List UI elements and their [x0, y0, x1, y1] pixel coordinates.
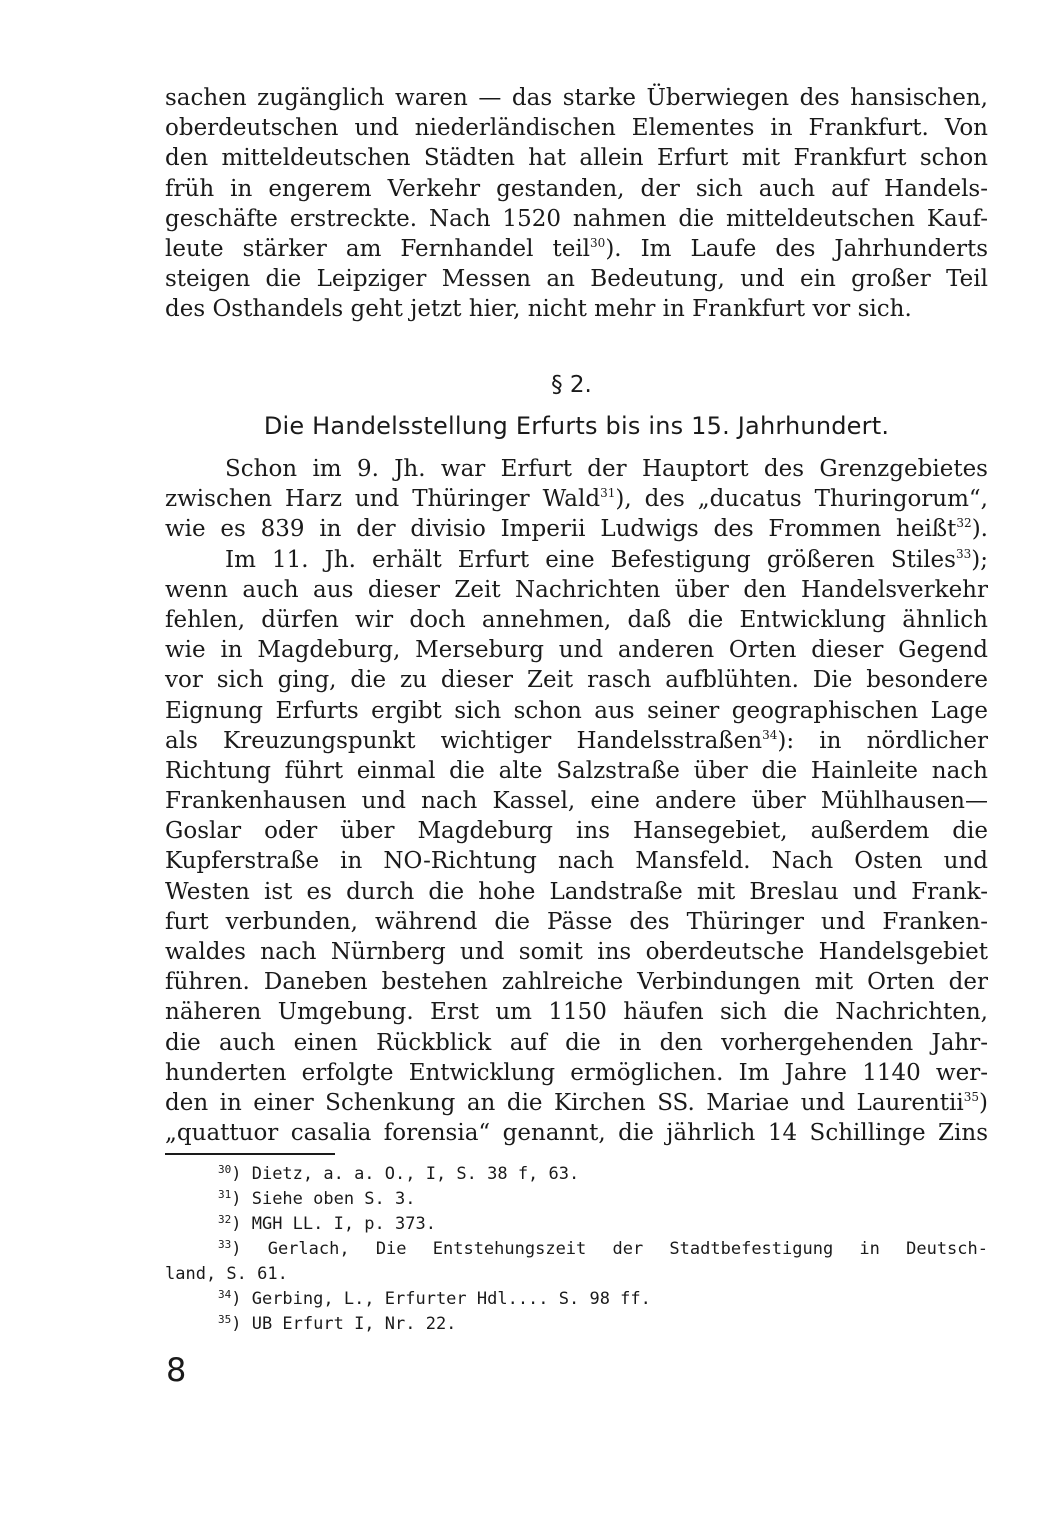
text-segment: ): [979, 1089, 988, 1116]
text-segment: ), des „ducatus Thuringorum“,: [615, 486, 988, 513]
text-line: steigen die Leipziger Messen an Bedeutung, und ein großer Teil: [165, 266, 988, 293]
text-line: den mitteldeutschen Städten hat allein Erfurt mit Frankfurt schon: [165, 145, 988, 172]
footnote-number: 30: [218, 1163, 232, 1176]
text-line: wenn auch aus dieser Zeit Nachrichten über den Handelsverkehr: [165, 576, 988, 603]
footnote-ref: 32: [956, 516, 972, 531]
footnote-ref: 35: [963, 1089, 980, 1104]
text-line: „quattuor casalia forensia“ genannt, die jährlich 14 Schillinge Zins: [165, 1120, 988, 1147]
footnote: [218, 1187, 988, 1212]
footnote-number: 35: [218, 1313, 232, 1326]
text-segment: ).: [971, 516, 988, 543]
text-line: Frankenhausen und nach Kassel, eine andere über Mühlhausen—: [165, 788, 988, 815]
text-line: Goslar oder über Magdeburg ins Hansegebiet, außerdem die: [165, 818, 988, 845]
text-line: sachen zugänglich waren — das starke Überwiegen des hansischen,: [165, 85, 988, 111]
text-line: des Osthandels geht jetzt hier, nicht mehr in Frankfurt vor sich.: [165, 296, 912, 323]
footnote: [218, 1237, 988, 1262]
footnotes: [165, 1162, 988, 1337]
text-line: [165, 726, 988, 756]
text-line: früh in engerem Verkehr gestanden, der sich auch auf Handels-: [165, 175, 988, 202]
text-line: [165, 234, 988, 264]
text-line: fehlen, dürfen wir doch annehmen, daß die Entwicklung ähnlich: [165, 606, 988, 633]
text-line: Richtung führt einmal die alte Salzstraße über die Hainleite nach: [165, 757, 988, 784]
text-line: waldes nach Nürnberg und somit ins oberdeutsche Handelsgebiet: [165, 939, 988, 965]
text-segment: ): in nördlicher: [777, 727, 988, 754]
section-number: § 2.: [551, 372, 592, 398]
text-line: vor sich ging, die zu dieser Zeit rasch aufblühten. Die besondere: [165, 667, 988, 694]
section-heading: Die Handelsstellung Erfurts bis ins 15. Jahrhundert.: [263, 412, 890, 440]
footnote-ref: 30: [590, 235, 606, 250]
text-line: Eignung Erfurts ergibt sich schon aus seiner geographischen Lage: [165, 697, 988, 724]
text-line: oberdeutschen und niederländischen Elementes in Frankfurt. Von: [165, 115, 988, 142]
footnote: [218, 1162, 988, 1187]
text-line: Kupferstraße in NO-Richtung nach Mansfeld. Nach Osten und: [165, 848, 988, 875]
footnote-text: ) Siehe oben S. 3.: [231, 1189, 416, 1209]
footnote: [218, 1287, 988, 1312]
text-line: führen. Daneben bestehen zahlreiche Verbindungen mit Orten der: [165, 969, 988, 996]
text-line: furt verbunden, während die Pässe des Thüringer und Franken-: [165, 908, 988, 935]
text-segment: leute stärker am Fernhandel teil: [165, 235, 591, 262]
text-line: Schon im 9. Jh. war Erfurt der Hauptort des Grenzgebietes: [225, 456, 988, 482]
text-segment: als Kreuzungspunkt wichtiger Handelsstraßen: [165, 727, 763, 754]
text-line: [165, 514, 988, 544]
footnote-text: ) Gerlach, Die Entstehungszeit der Stadtbefestigung in Deutsch-: [231, 1239, 988, 1259]
text-segment: zwischen Harz und Thüringer Wald: [165, 486, 601, 513]
text-line: die auch einen Rückblick auf die in den vorhergehenden Jahr-: [165, 1029, 988, 1056]
footnote: [218, 1212, 988, 1237]
footnote-text: ) Gerbing, L., Erfurter Hdl.... S. 98 ff.: [231, 1289, 651, 1309]
text-line: [165, 545, 988, 575]
footnote-continuation: land, S. 61.: [165, 1264, 288, 1284]
text-segment: );: [971, 546, 988, 573]
footnote-ref: 34: [762, 727, 778, 742]
text-segment: wie es 839 in der divisio Imperii Ludwigs des Frommen heißt: [165, 516, 957, 543]
footnote-text: ) Dietz, a. a. O., I, S. 38 f, 63.: [231, 1164, 580, 1184]
footnote-number: 33: [218, 1238, 232, 1251]
footnote: [218, 1312, 988, 1337]
text-line: Westen ist es durch die hohe Landstraße mit Breslau und Frank-: [165, 878, 988, 905]
footnote-number: 31: [218, 1188, 232, 1201]
footnote-ref: 31: [600, 486, 616, 501]
text-line: näheren Umgebung. Erst um 1150 häufen sich die Nachrichten,: [165, 999, 988, 1026]
text-line: [165, 484, 988, 514]
main-paragraph: [165, 454, 988, 1148]
footnote-text: ) MGH LL. I, p. 373.: [231, 1214, 436, 1234]
text-line: geschäfte erstreckte. Nach 1520 nahmen die mitteldeutschen Kauf-: [165, 205, 988, 232]
text-line: [165, 1088, 988, 1118]
text-segment: den in einer Schenkung an die Kirchen SS. Mariae und Laurentii: [165, 1089, 964, 1116]
footnote-number: 34: [218, 1288, 232, 1301]
intro-paragraph: [165, 83, 988, 325]
footnote-number: 32: [218, 1213, 232, 1226]
text-line: hunderten erfolgte Entwicklung ermöglichen. Im Jahre 1140 wer-: [165, 1059, 988, 1086]
text-line: wie in Magdeburg, Merseburg und anderen Orten dieser Gegend: [165, 637, 988, 664]
footnote-text: ) UB Erfurt I, Nr. 22.: [231, 1314, 457, 1334]
footnote-divider: [165, 1153, 335, 1155]
footnote-ref: 33: [955, 546, 972, 561]
text-segment: ). Im Laufe des Jahrhunderts: [605, 235, 988, 262]
text-segment: Im 11. Jh. erhält Erfurt eine Befestigung größeren Stiles: [225, 546, 956, 573]
page-number: 8: [166, 1351, 187, 1389]
